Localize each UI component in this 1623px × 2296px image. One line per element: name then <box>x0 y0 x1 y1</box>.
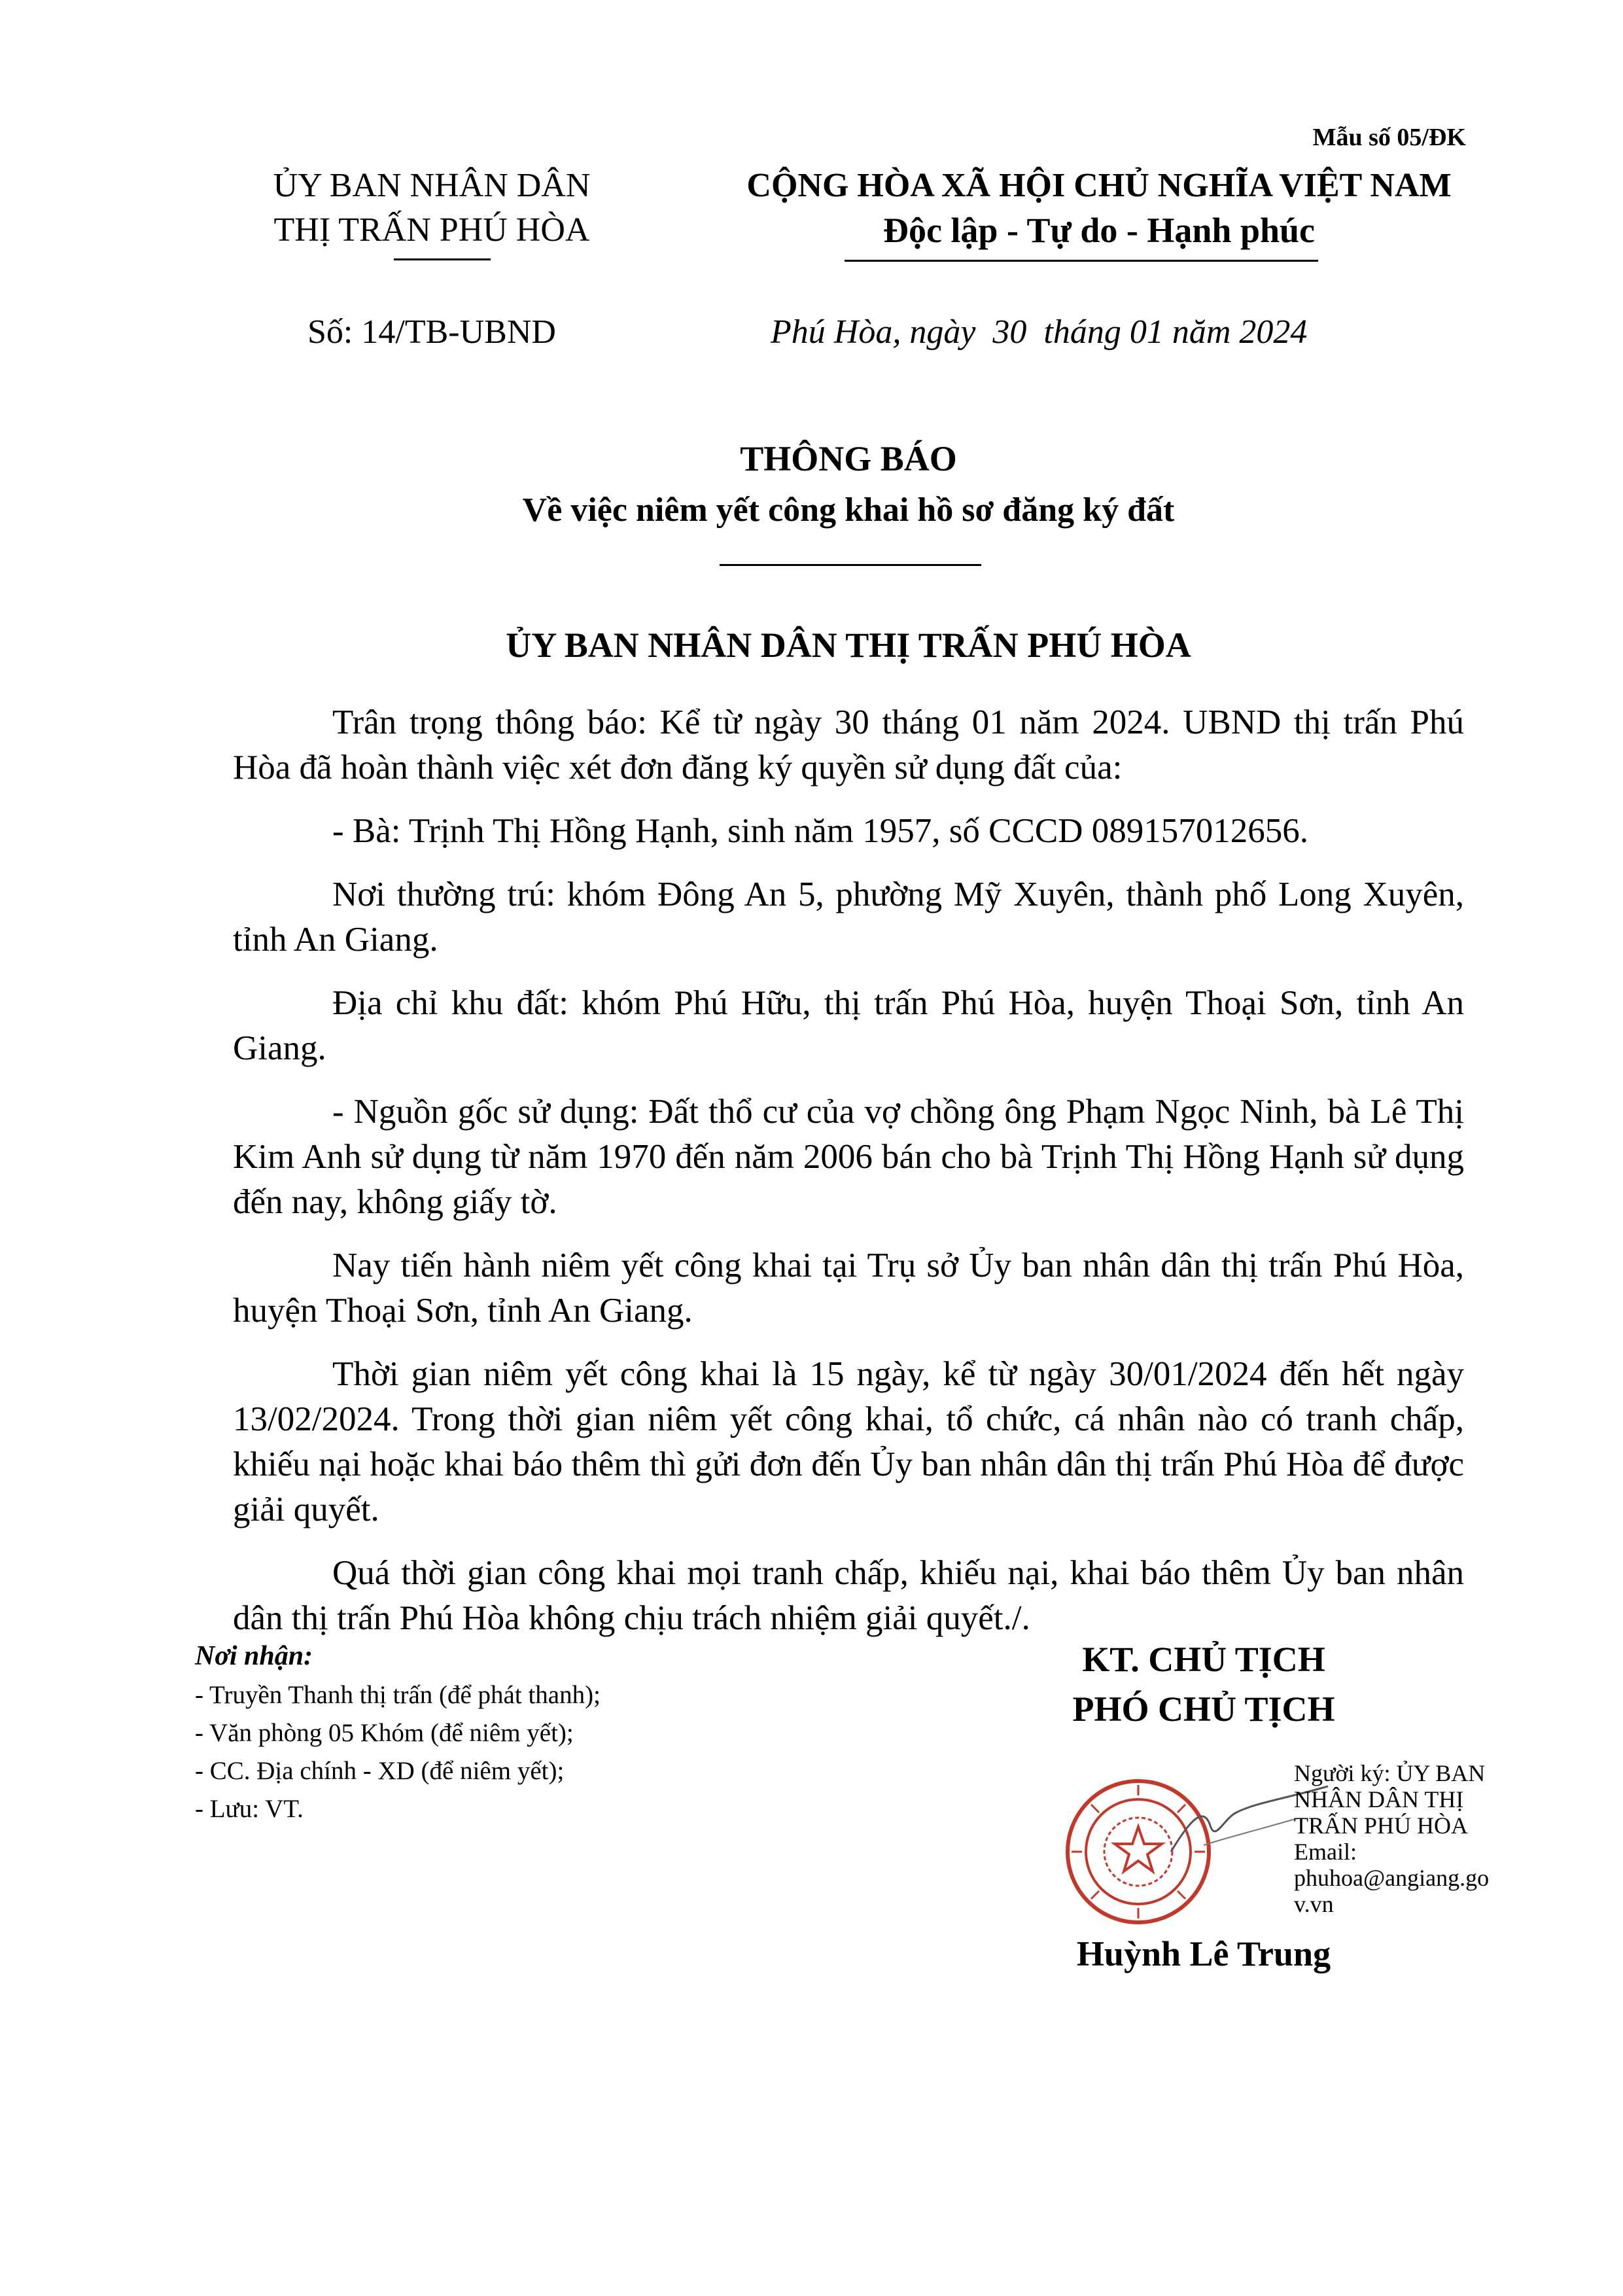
place-date: Phú Hòa, ngày 30 tháng 01 năm 2024 <box>771 313 1308 351</box>
signer-info-line: NHÂN DÂN THỊ <box>1294 1786 1464 1812</box>
signature-title <box>1021 1634 1387 1734</box>
signature-line1: KT. CHỦ TỊCH <box>1082 1640 1325 1679</box>
title-underline <box>720 564 981 566</box>
issuer-line1: ỦY BAN NHÂN DÂN <box>273 167 591 204</box>
digital-signer-info <box>1294 1760 1575 1917</box>
nation-block <box>680 164 1518 253</box>
issuer-underline <box>394 258 491 260</box>
recipient-item: - Lưu: VT. <box>195 1795 304 1823</box>
recipients-heading: Nơi nhận: <box>195 1641 313 1671</box>
document-subtitle: Về việc niêm yết công khai hồ sơ đăng ký đất <box>522 491 1175 529</box>
issuer-block <box>236 164 628 253</box>
paragraph-period: Thời gian niêm yết công khai là 15 ngày, kể từ ngày 30/01/2024 đến hết ngày 13/02/2024. Trong thời gian niêm yết công khai, tổ chức, cá nhân nào có tranh chấp, khiếu nại hoặc khai báo thêm thì gửi đơn đến Ủy ban nhân dân thị trấn Phú Hòa để được giải quyết. <box>233 1355 1464 1528</box>
nation-motto: Độc lập - Tự do - Hạnh phúc <box>882 211 1316 250</box>
signer-info-line: Người ký: ỦY BAN <box>1294 1760 1486 1786</box>
form-number: Mẫu số 05/ĐK <box>1312 124 1466 151</box>
paragraph-intro: Trân trọng thông báo: Kể từ ngày 30 tháng 01 năm 2024. UBND thị trấn Phú Hòa đã hoàn thành việc xét đơn đăng ký quyền sử dụng đất của: <box>233 703 1464 786</box>
signer-info-line: TRẤN PHÚ HÒA <box>1294 1812 1469 1839</box>
authority-heading: ỦY BAN NHÂN DÂN THỊ TRẤN PHÚ HÒA <box>506 626 1191 665</box>
document-title: THÔNG BÁO <box>740 439 957 478</box>
recipient-item: - Văn phòng 05 Khóm (để niêm yết); <box>195 1719 574 1747</box>
paragraph-land-address: Địa chỉ khu đất: khóm Phú Hữu, thị trấn Phú Hòa, huyện Thoại Sơn, tỉnh An Giang. <box>233 984 1464 1067</box>
paragraph-posting: Nay tiến hành niêm yết công khai tại Trụ sở Ủy ban nhân dân thị trấn Phú Hòa, huyện Thoại Sơn, tỉnh An Giang. <box>233 1246 1464 1330</box>
recipients-block <box>195 1636 784 1828</box>
signer-info-line: Email: <box>1294 1839 1357 1865</box>
signer-email: phuhoa@angiang.go <box>1294 1865 1490 1891</box>
notice-body <box>233 700 1464 1659</box>
signer-name: Huỳnh Lê Trung <box>1076 1934 1331 1973</box>
recipient-item: - Truyền Thanh thị trấn (để phát thanh); <box>195 1681 601 1709</box>
signature-line2: PHÓ CHỦ TỊCH <box>1072 1689 1335 1729</box>
motto-underline <box>845 260 1318 262</box>
document-number: Số: 14/TB-UBND <box>307 313 556 351</box>
paragraph-residence: Nơi thường trú: khóm Đông An 5, phường Mỹ Xuyên, thành phố Long Xuyên, tỉnh An Giang. <box>233 875 1464 959</box>
paragraph-applicant: - Bà: Trịnh Thị Hồng Hạnh, sinh năm 1957, số CCCD 089157012656. <box>332 812 1308 850</box>
issuer-line2: THỊ TRẤN PHÚ HÒA <box>273 211 590 249</box>
paragraph-closing: Quá thời gian công khai mọi tranh chấp, khiếu nại, khai báo thêm Ủy ban nhân dân thị trấn Phú Hòa không chịu trách nhiệm giải quyết./. <box>233 1554 1464 1637</box>
signer-email-cont: v.vn <box>1294 1891 1334 1917</box>
recipient-item: - CC. Địa chính - XD (để niêm yết); <box>195 1757 565 1785</box>
nation-line1: CỘNG HÒA XÃ HỘI CHỦ NGHĨA VIỆT NAM <box>746 167 1452 204</box>
paragraph-origin: - Nguồn gốc sử dụng: Đất thổ cư của vợ chồng ông Phạm Ngọc Ninh, bà Lê Thị Kim Anh sử dụng từ năm 1970 đến năm 2006 bán cho bà Trịnh Thị Hồng Hạnh sử dụng đến nay, không giấy tờ. <box>233 1093 1464 1221</box>
